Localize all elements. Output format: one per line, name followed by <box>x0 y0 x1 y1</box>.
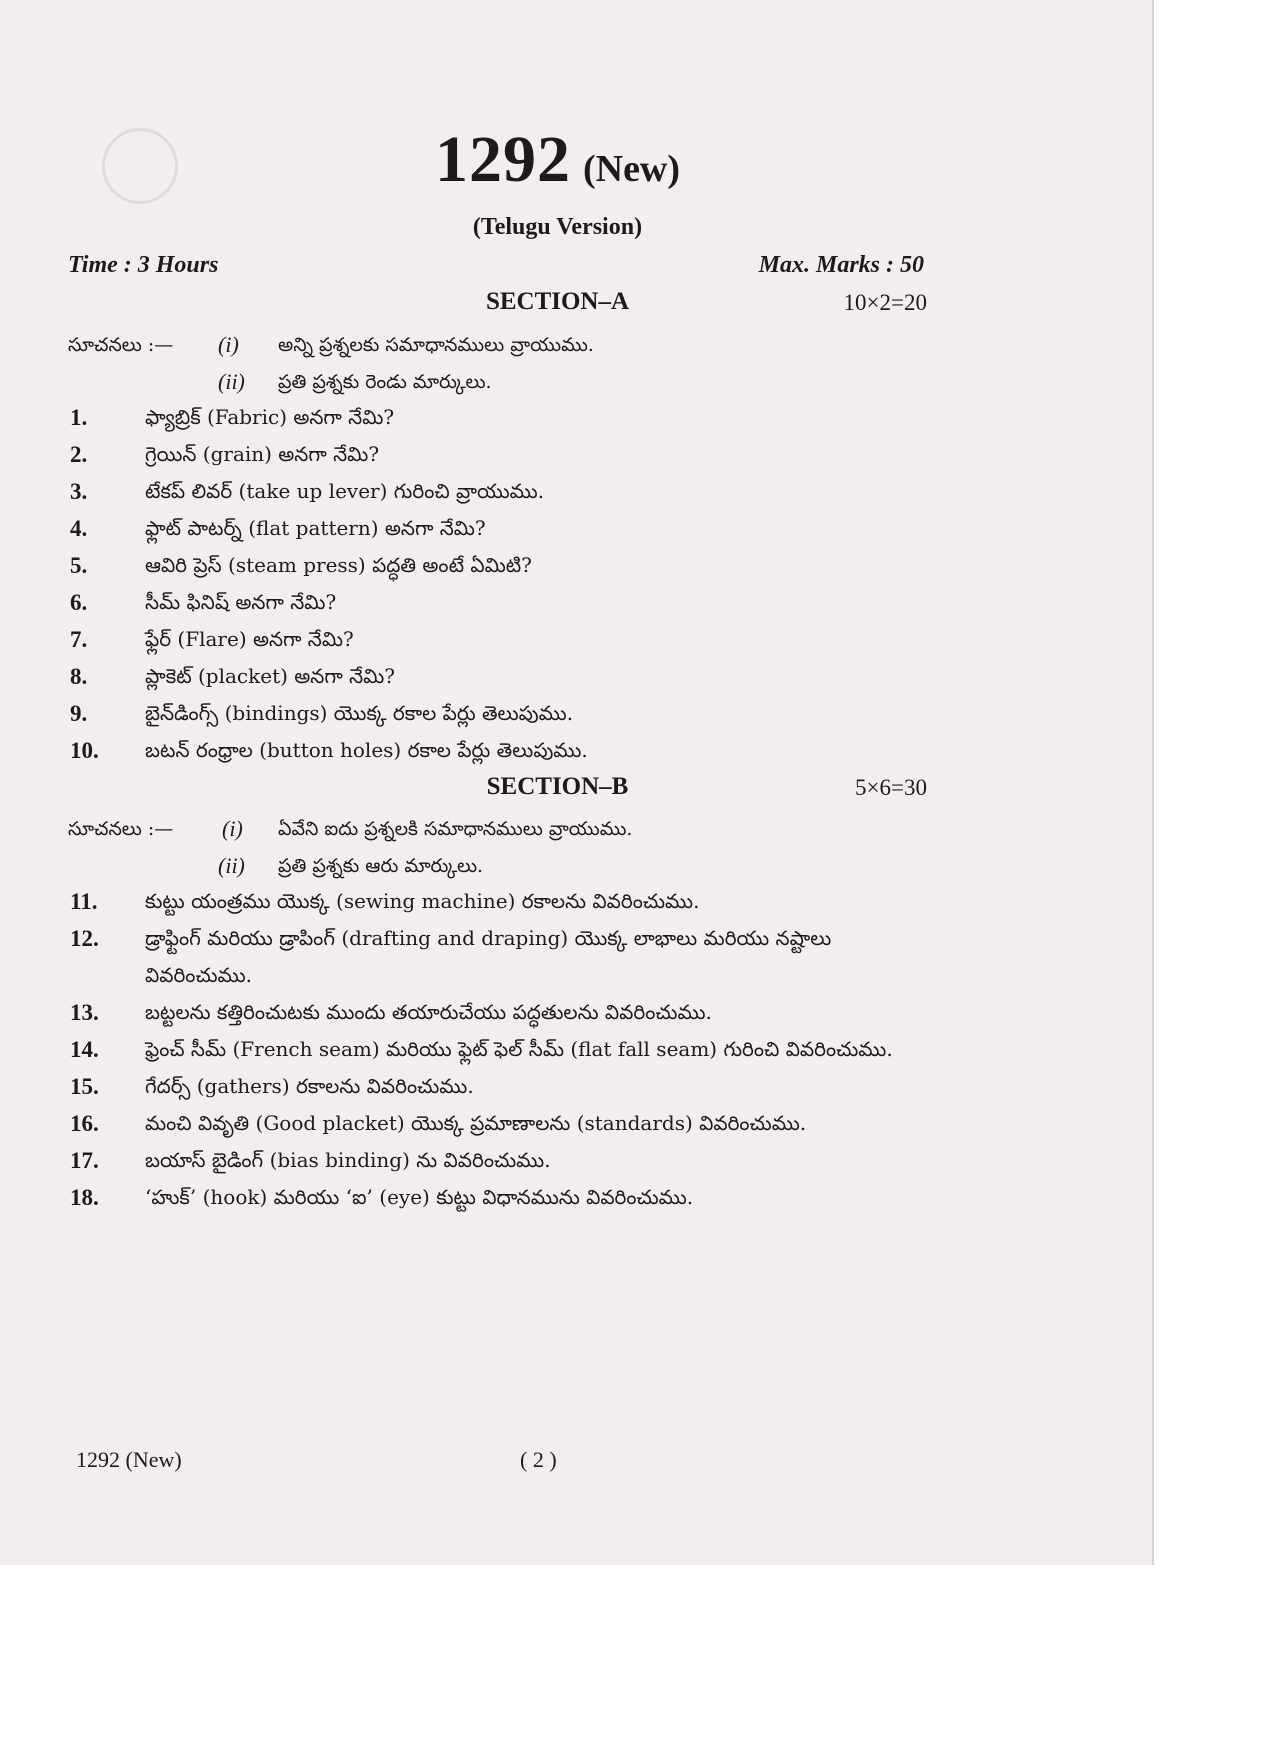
question-number: 18. <box>70 1185 99 1210</box>
question-text: ఆవిరి ప్రెస్ (steam press) పద్ధతి అంటే ఏమిటి? <box>145 553 532 577</box>
section-a-note-text-2: ప్రతి ప్రశ్నకు రెండు మార్కులు. <box>278 371 492 393</box>
question-text-continuation: వివరించుము. <box>145 963 252 987</box>
question-text: కుట్టు యంత్రము యొక్క (sewing machine) రకాలను వివరించుము. <box>145 889 700 913</box>
question-text: గేదర్స్ (gathers) రకాలను వివరించుము. <box>145 1074 474 1098</box>
question-text: గ్రెయిన్ (grain) అనగా నేమి? <box>145 442 380 466</box>
question-text: బయాస్ బైడింగ్ (bias binding) ను వివరించుము. <box>145 1148 551 1172</box>
question-number: 9. <box>70 701 88 726</box>
question-number: 4. <box>70 516 88 541</box>
question-number: 1. <box>70 405 88 430</box>
question-text: బైన్‌డింగ్స్ (bindings) యొక్క రకాల పేర్లు తెలుపుము. <box>145 701 574 725</box>
footer-page-number: ( 2 ) <box>520 1447 557 1472</box>
section-a-marks: 10×2=20 <box>843 290 927 315</box>
question-number: 8. <box>70 664 88 689</box>
section-a-note-num-1: (i) <box>218 332 239 357</box>
section-b-note-num-1: (i) <box>222 816 243 841</box>
question-text: ఫ్రెంచ్ సీమ్ (French seam) మరియు ఫ్లెట్ ఫెల్ సీమ్ (flat fall seam) గురించి వివరించుము. <box>145 1037 893 1061</box>
question-number: 7. <box>70 627 88 652</box>
section-b-note-text-2: ప్రతి ప్రశ్నకు ఆరు మార్కులు. <box>278 855 484 877</box>
section-b-note-num-2: (ii) <box>218 853 245 878</box>
question-number: 10. <box>70 738 99 763</box>
question-text: సీమ్ ఫినిష్ అనగా నేమి? <box>145 590 337 614</box>
question-text: ప్లాకెట్ (placket) అనగా నేమి? <box>145 664 396 688</box>
paper-code: 1292 <box>434 123 571 196</box>
question-number: 2. <box>70 442 88 467</box>
question-text: డ్రాఫ్టింగ్ మరియు డ్రాపింగ్ (drafting and draping) యొక్క లాభాలు మరియు నష్టాలు <box>145 926 832 950</box>
footer-paper-code: 1292 (New) <box>76 1447 182 1472</box>
section-a-note-text-1: అన్ని ప్రశ్నలకు సమాధానములు వ్రాయుము. <box>278 334 594 356</box>
question-number: 3. <box>70 479 88 504</box>
question-number: 16. <box>70 1111 99 1136</box>
section-b-note-text-1: ఏవేని ఐదు ప్రశ్నలకి సమాధానములు వ్రాయుము. <box>278 818 633 840</box>
question-text: ఫ్లాట్ పాటర్న్ (flat pattern) అనగా నేమి? <box>145 516 486 540</box>
question-number: 11. <box>70 889 98 914</box>
question-text: టేకప్ లివర్ (take up lever) గురించి వ్రాయుము. <box>145 479 545 503</box>
section-a-note-num-2: (ii) <box>218 369 245 394</box>
question-number: 15. <box>70 1074 99 1099</box>
question-number: 14. <box>70 1037 99 1062</box>
section-b-note-label: సూచనలు :— <box>68 818 174 840</box>
question-text: ఫ్యాబ్రిక్ (Fabric) అనగా నేమి? <box>145 405 395 429</box>
version-label: (Telugu Version) <box>472 214 643 240</box>
section-b-marks: 5×6=30 <box>855 775 927 800</box>
question-number: 6. <box>70 590 88 615</box>
question-text: ఫ్లేర్ (Flare) అనగా నేమి? <box>145 627 354 651</box>
question-number: 5. <box>70 553 88 578</box>
section-a-note-label: సూచనలు :— <box>68 334 174 356</box>
paper-title <box>0 122 1115 198</box>
time-label: Time : 3 Hours <box>68 252 219 278</box>
section-a-heading: SECTION–A <box>485 288 630 315</box>
question-text: బట్టలను కత్తిరించుటకు ముందు తయారుచేయు పద్ధతులను వివరించుము. <box>145 1000 712 1024</box>
question-text: బటన్ రంధ్రాల (button holes) రకాల పేర్లు తెలుపుము. <box>145 738 588 762</box>
question-text: ‘హుక్’ (hook) మరియు ‘ఐ’ (eye) కుట్టు విధానమును వివరించుము. <box>145 1185 694 1209</box>
section-b-heading: SECTION–B <box>486 773 629 800</box>
question-number: 13. <box>70 1000 99 1025</box>
question-number: 12. <box>70 926 99 951</box>
question-number: 17. <box>70 1148 99 1173</box>
max-marks-label: Max. Marks : 50 <box>758 252 924 278</box>
question-text: మంచి వివృతి (Good placket) యొక్క ప్రమాణాలను (standards) వివరించుము. <box>145 1111 807 1135</box>
paper-suffix: (New) <box>582 148 681 190</box>
